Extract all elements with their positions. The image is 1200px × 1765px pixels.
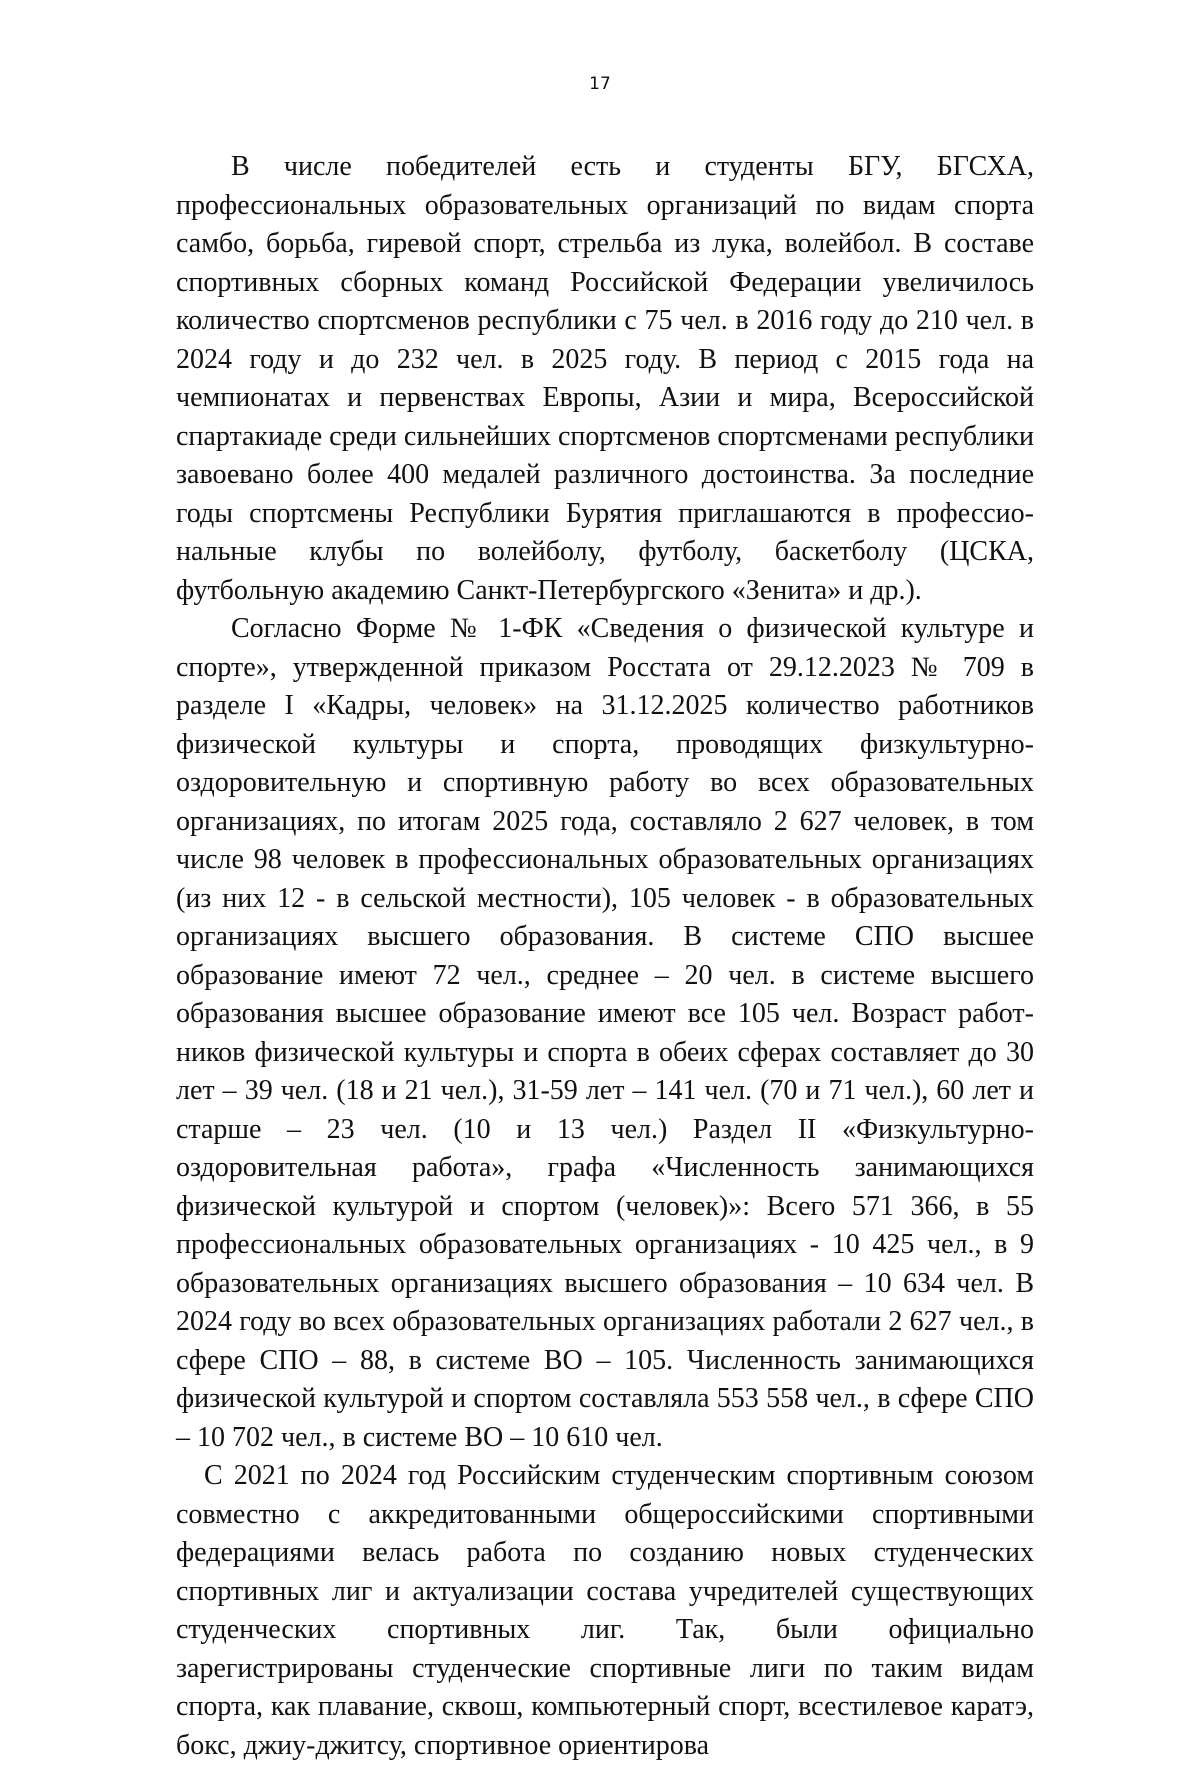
paragraph-form-1fk: Согласно Форме № 1-ФК «Сведения о физической культуре и спорте», утвержденной приказом Росстата от 29.12.2023 № 709 в разделе I «Кадры, человек» на 31.12.2025 количество работников физической культуры и спорта, проводящих физкультурно-оздоровительную и спортивную работу во всех образовательных организациях, по итогам 2025 года, составляло 2 627 человек, в том числе 98 человек в профессиональных образовательных организациях (из них 12 - в сельской местности), 105 человек - в образовательных организациях высшего образования. В системе СПО высшее образование имеют 72 чел., среднее – 20 чел. в системе высшего образования высшее образование имеют все 105 чел. Возраст работников физической культуры и спорта в обеих сферах составляет до 30 лет – 39 чел. (18 и 21 чел.), 31-59 лет – 141 чел. (70 и 71 чел.), 60 лет и старше – 23 чел. (10 и 13 чел.) Раздел II «Физкультурно-оздоровительная работа», графа «Численность занимающихся физической культурой и спортом (человек)»: Всего 571 366, в 55 профессиональных образовательных организациях - 10 425 чел., в 9 образовательных организациях высшего образования – 10 634 чел. В 2024 году во всех образовательных организациях работали 2 627 чел., в сфере СПО – 88, в системе ВО – 105. Численность занимающихся физической культурой и спортом составляла 553 558 чел., в сфере СПО – 10 702 чел., в системе ВО – 10 610 чел. <box>176 613 1034 1453</box>
paragraph-winners: В числе победителей есть и студенты БГУ, БГСХА, профессиональных образовательных организаций по видам спорта самбо, борьба, гиревой спорт, стрельба из лука, волейбол. В составе спортивных сборных команд Российской Федерации увеличилось количество спортсменов республики с 75 чел. в 2016 году до 210 чел. в 2024 году и до 232 чел. в 2025 году. В период с 2015 года на чемпионатах и первенствах Европы, Азии и мира, Всероссийской спартакиаде среди сильнейших спортсменов спортсменами республики завоевано более 400 медалей различного достоинства. За последние годы спортсмены Республики Бурятия приглашаются в профессиональные клубы по волейболу, футболу, баскетболу (ЦСКА, футбольную академию Санкт-Петербургского «Зенита» и др.). <box>176 151 1034 606</box>
page-number: 17 <box>589 74 611 94</box>
document-body <box>176 148 1034 1765</box>
paragraph-student-leagues: С 2021 по 2024 год Российским студенческим спортивным союзом совместно с аккредитованными общероссийскими спортивными федерациями велась работа по созданию новых студенческих спортивных лиг и актуализации состава учредителей существующих студенческих спортивных лиг. Так, были официально зарегистрированы студенческие спортивные лиги по таким видам спорта, как плавание, сквош, компьютерный спорт, всестилевое каратэ, бокс, джиу-джитсу, спортивное ориентирова <box>176 1460 1034 1761</box>
